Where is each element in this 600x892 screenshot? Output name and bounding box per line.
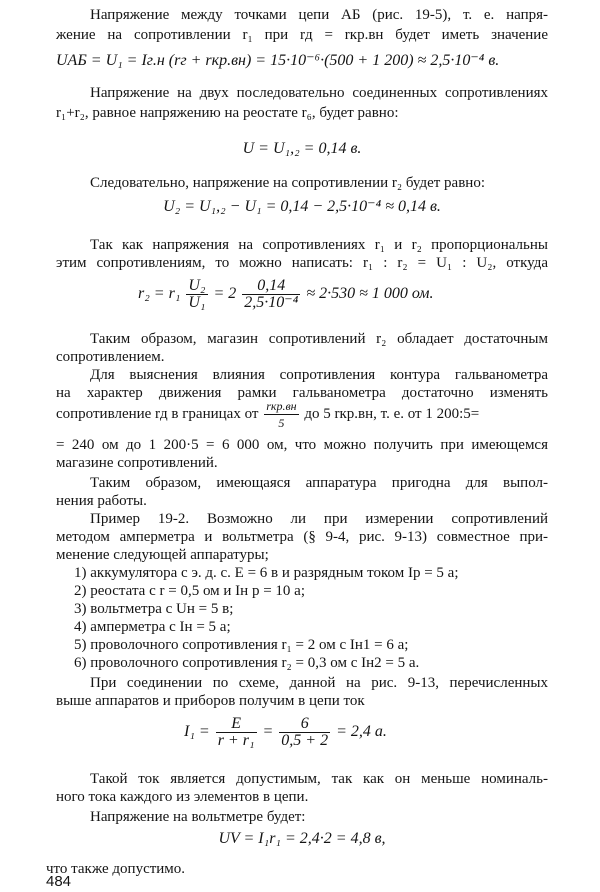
text-line: нения работы. [56,493,147,509]
list-item: 3) вольтметра с Uн = 5 в; [74,601,234,617]
text-line: что также допустимо. [46,861,186,877]
text-line: r₁+r₂, равное напряжению на реостате r₆, будет равно: [56,105,399,121]
eq-term: ≈ 2·530 ≈ 1 000 ом. [306,285,434,303]
text-line: этим сопротивлениям, то можно написать: r₁ : r₂ = U₁ : U₂, откуда [56,255,548,271]
text-line: магазине сопротивлений. [56,455,218,471]
list-item: 4) амперметра с Iн = 5 а; [74,619,231,635]
fraction-denominator: U₁ [188,294,206,311]
list-item: 5) проволочного сопротивления r₁ = 2 ом с Iн1 = 6 а; [74,637,409,653]
text-line: на характер движения рамки гальванометра достаточно изменять [56,385,548,401]
equation-i1 [184,716,387,749]
fraction-numerator: 6 [279,716,330,733]
text-line: Так как напряжения на сопротивлениях r₁ и r₂ пропорциональны [90,237,548,253]
fraction-numerator: rкр.вн [266,399,297,413]
text-line: Такой ток является допустимым, так как он меньше номиналь- [90,771,548,787]
equation-uv: UV = I₁r₁ = 2,4·2 = 4,8 в, [218,830,386,847]
fraction-numerator: U₂ [188,277,206,294]
eq-term: = [262,723,274,741]
line-text: до 5 rкр.вн, т. е. от 1 200:5= [304,405,480,422]
text-line: = 240 ом до 1 200·5 = 6 000 ом, что можно получить при имеющемся [56,437,548,453]
fraction-numerator: E [216,716,257,733]
equation-uab: UАБ = U₁ = Iг.н (rг + rкр.вн) = 15·10⁻⁶·(500 + 1 200) ≈ 2,5·10⁻⁴ в. [56,52,500,69]
example-heading: Пример 19-2. Возможно ли при измерении сопротивлений [90,511,548,527]
text-line: При соединении по схеме, данной на рис. 9-13, перечисленных [90,675,548,691]
eq-term: r₂ = r₁ [138,285,181,303]
eq-term: = 2 [213,285,237,303]
fraction-denominator: 0,5 + 2 [281,732,329,749]
fraction-denominator: 5 [278,416,285,430]
text-line: сопротивлением. [56,349,165,365]
text-line: Напряжение на вольтметре будет: [90,809,306,825]
text-line: жение на сопротивлении r₁ при rд = rкр.вн будет иметь значение [56,27,548,43]
text-line: Таким образом, имеющаяся аппаратура пригодна для выпол- [90,475,548,491]
text-line: Напряжение между точками цепи АБ (рис. 19-5), т. е. напря- [90,7,548,23]
equation-u2: U₂ = U₁,₂ − U₁ = 0,14 − 2,5·10⁻⁴ ≈ 0,14 в. [163,198,441,215]
text-line-with-fraction [56,398,548,431]
fraction-denominator: r + r₁ [217,732,255,749]
page-number: 484 [46,873,72,890]
text-line: выше аппаратов и приборов получим в цепи ток [56,693,365,709]
equation-r2 [138,278,433,311]
equation-u12: U = U₁,₂ = 0,14 в. [242,140,362,157]
fraction-numerator: 0,14 [242,278,300,295]
list-item: 6) проволочного сопротивления r₂ = 0,3 ом с Iн2 = 5 а. [74,655,420,671]
eq-term: I₁ = [184,723,210,741]
text-line: менение следующей аппаратуры; [56,547,269,563]
text-line: Для выяснения влияния сопротивления контура гальванометра [90,367,548,383]
text-line: Напряжение на двух последовательно соединенных сопротивлениях [90,85,548,101]
eq-term: = 2,4 а. [336,723,387,741]
fraction-denominator: 2,5·10⁻⁴ [244,294,299,311]
text-line: Таким образом, магазин сопротивлений r₂ обладает достаточным [90,331,548,347]
text-line: ного тока каждого из элементов в цепи. [56,789,309,805]
list-item: 1) аккумулятора с э. д. с. E = 6 в и разрядным током Iр = 5 а; [74,565,459,581]
text-line: методом амперметра и вольтметра (§ 9-4, рис. 9-13) совместное при- [56,529,548,545]
list-item: 2) реостата с r = 0,5 ом и Iн р = 10 а; [74,583,305,599]
text-line: Следовательно, напряжение на сопротивлении r₂ будет равно: [90,175,485,191]
line-text: сопротивление rд в границах от [56,405,259,422]
